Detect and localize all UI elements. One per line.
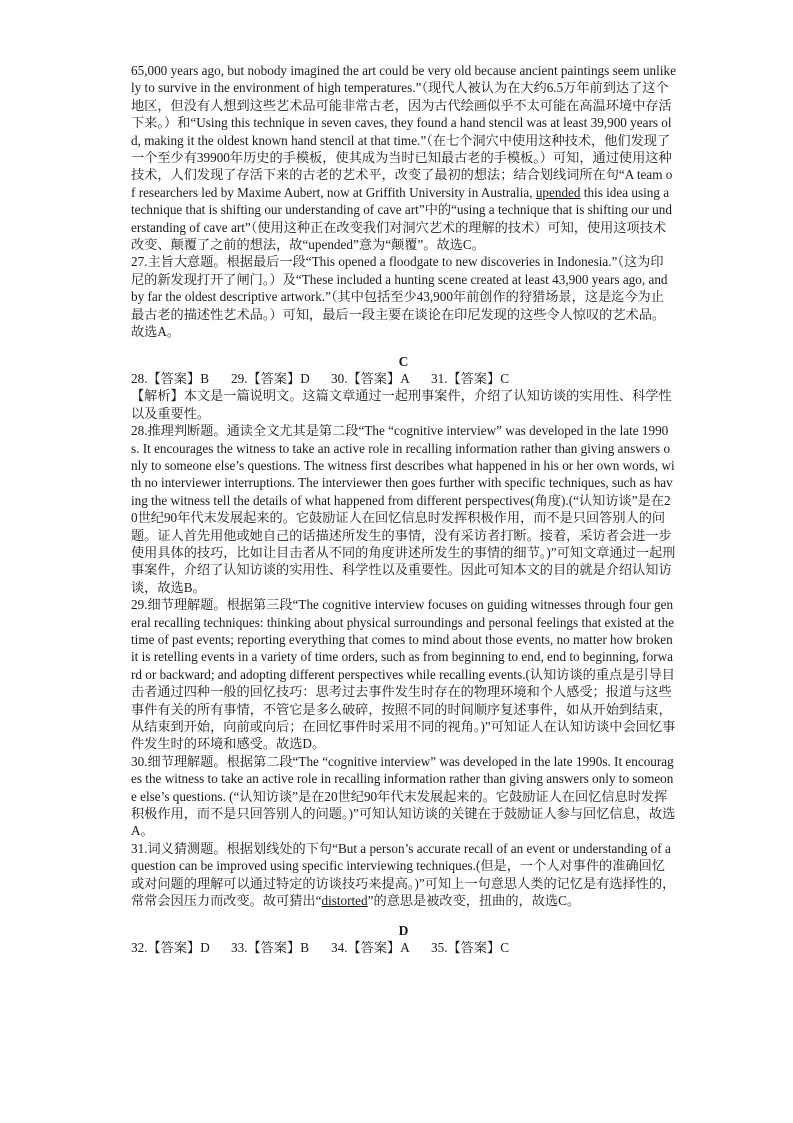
section-d-answers [131,939,676,956]
answer-33: 33.【答案】B [231,939,310,955]
text-run: 31.词义猜测题。根据划线处的下句“But a person’s accurate recall of an event or understanding of a question can be improved using specific interviewing techniques.(但是，一个人对事件的准确回忆或对问题的理解可以通过特定的访谈技巧来提高。)”可知上一句意思人类的记忆是有选择性的，常常会因压力而改变。故可猜出“ [131,840,676,909]
section-c-analysis: 【解析】本文是一篇说明文。这篇文章通过一起刑事案件，介绍了认知访谈的实用性、科学性以及重要性。 [131,388,672,421]
answer-32: 32.【答案】D [131,939,210,955]
paragraph-26-explanation [131,62,676,253]
answer-28: 28.【答案】B [131,370,210,386]
page-content [131,62,676,956]
answer-30: 30.【答案】A [331,370,410,386]
question-30-explanation: 30.细节理解题。根据第二段“The “cognitive interview” was developed in the late 1990s. It encourages the witness to take an active role in recalling information rather than giving answers only to someone else’s questions. (“认知访谈”是在20世纪90年代末发展起来的。它鼓励证人在回忆信息时发挥积极作用，而不是只回答别人的问题。)”可知认知访谈的关键在于鼓励证人参与回忆信息，故选A。 [131,753,676,839]
section-c-title: C [398,353,409,369]
answer-35: 35.【答案】C [431,939,510,955]
answer-29: 29.【答案】D [231,370,310,386]
text-run: this idea using a technique that is shifting our understanding of cave art”中的“using a technique that is shifting our understanding of cave art”（使用这种正在改变我们对洞穴艺术的理解的技术）可知，使用这项技术改变、颠覆了之前的想法，故“upended”意为“颠覆”。故选C。 [131,184,672,253]
underlined-word: upended [535,184,581,200]
answer-34: 34.【答案】A [331,939,410,955]
paragraph-27-explanation: 27.主旨大意题。根据最后一段“This opened a floodgate to new discoveries in Indonesia.”（这为印尼的新发现打开了闸门。）及“These included a hunting scene created at least 43,900 years ago, and by far the oldest descriptive artwork.”（其中包括至少43,900年前创作的狩猎场景，这是迄今为止最古老的描述性艺术品。）可知，最后一段主要在谈论在印尼发现的这些令人惊叹的艺术品。故选A。 [131,254,668,340]
section-d-title: D [398,922,409,938]
question-29-explanation: 29.细节理解题。根据第三段“The cognitive interview focuses on guiding witnesses through four general recalling techniques: thinking about physical surroundings and personal feelings that existed at the time of past events; reporting everything that comes to mind about those events, no matter how broken it is retelling events in a variety of time orders, such as from beginning to end, end to beginning, forward or backward; and adopting different perspectives while recalling events.(认知访谈的重点是引导目击者通过四种一般的回忆技巧：思考过去事件发生时存在的物理环境和个人感受；报道与这些事件有关的所有事情，不管它是多么破碎，按照不同的时间顺序复述事件，如从开始到结束，从结束到开始，向前或向后；在回忆事件时采用不同的视角。)”可知证人在认知访谈中会回忆事件发生时的环境和感受。故选D。 [131,597,676,752]
answer-31: 31.【答案】C [431,370,510,386]
text-run: ”的意思是被改变，扭曲的，故选C。 [367,893,581,909]
question-31-explanation [131,840,676,910]
section-c-answers [131,370,676,387]
underlined-word: distorted [321,893,368,909]
text-run: 65,000 years ago, but nobody imagined the art could be very old because ancient paintings seem unlikely to survive in the environment of high temperatures.”（现代人被认为在大约6.5万年前到达了这个地区，但没有人想到这些艺术品可能非常古老，因为古代绘画似乎不太可能在高温环境中存活下来。）和“Using this technique in seven caves, they found a hand stencil was at least 39,900 years old, making it the oldest known hand stencil at that time.”（在七个洞穴中使用这种技术，他们发现了一个至少有39900年历史的手模板，使其成为当时已知最古老的手模板。）可知，通过使用这种技术，人们发现了存活下来的古老的艺术平，改变了最初的想法；结合划线词所在句“A team of researchers led by Maxime Aubert, now at Griffith University in Australia, [131,63,676,200]
question-28-explanation: 28.推理判断题。通读全文尤其是第二段“The “cognitive interview” was developed in the late 1990s. It encourages the witness to take an active role in recalling information rather than giving answers only to someone else’s questions. The witness first describes what happened in his or her own words, with no interviewer interruptions. The interviewer then goes further with specific techniques, such as having the witness tell the details of what happened from different perspectives(角度).(“认知访谈”是在20世纪90年代末发展起来的。它鼓励证人在回忆信息时发挥积极作用，而不是只回答别人的问题。证人首先用他或她自己的话描述所发生的事情，没有采访者打断。接着，采访者会进一步使用具体的技巧，比如让目击者从不同的角度讲述所发生的事情的细节。)”可知文章通过一起刑事案件，介绍了认知访谈的实用性、科学性以及重要性。因此可知本文的目的就是介绍认知访谈，故选B。 [131,423,676,595]
